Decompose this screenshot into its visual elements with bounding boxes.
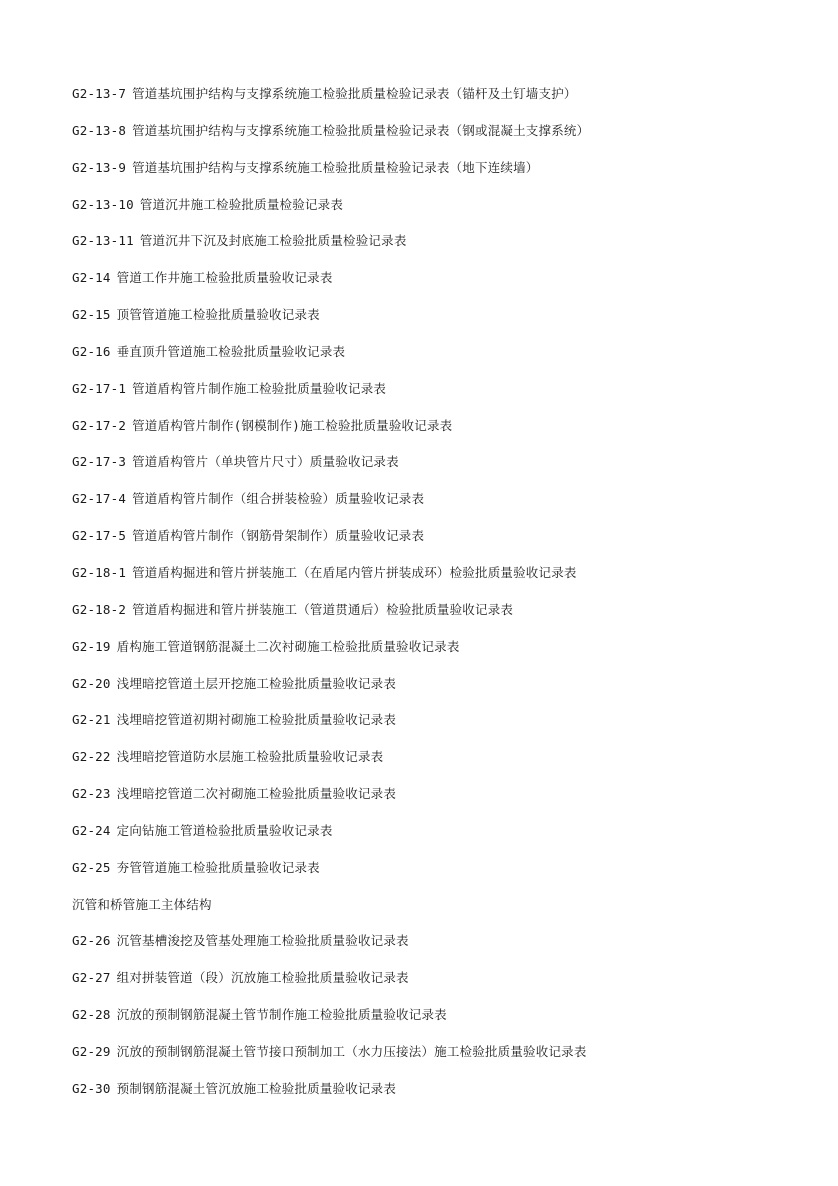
form-code: G2-23: [72, 786, 111, 802]
list-item: [72, 931, 812, 968]
form-title: 管道基坑围护结构与支撑系统施工检验批质量检验记录表（锚杆及土钉墙支护）: [132, 86, 577, 101]
list-item: [72, 84, 812, 121]
record-form-list: [72, 84, 812, 1116]
form-title: 夯管管道施工检验批质量验收记录表: [116, 859, 320, 875]
form-title: 管道盾构掘进和管片拼装施工（在盾尾内管片拼装成环）检验批质量验收记录表: [132, 564, 577, 580]
list-item: [72, 158, 812, 195]
list-item: [72, 379, 812, 416]
form-code: G2-13-10: [72, 196, 134, 212]
form-code: G2-30: [72, 1080, 111, 1096]
form-title: 浅埋暗挖管道初期衬砌施工检验批质量验收记录表: [116, 712, 397, 728]
list-item: [72, 452, 812, 489]
list-item: [72, 416, 812, 453]
form-title: 定向钻施工管道检验批质量验收记录表: [116, 822, 333, 838]
form-code: G2-25: [72, 859, 111, 875]
list-item: [72, 858, 812, 895]
form-title: 浅埋暗挖管道二次衬砌施工检验批质量验收记录表: [116, 786, 397, 802]
list-item: [72, 710, 812, 747]
form-code: G2-17-5: [72, 528, 127, 544]
form-title: 管道沉井施工检验批质量检验记录表: [139, 196, 344, 212]
form-title: 组对拼装管道（段）沉放施工检验批质量验收记录表: [116, 970, 409, 986]
form-code: G2-27: [72, 970, 111, 986]
form-code: G2-24: [72, 822, 111, 838]
form-title: 管道基坑围护结构与支撑系统施工检验批质量检验记录表（钢或混凝土支撑系统）: [132, 122, 590, 138]
list-item: [72, 637, 812, 674]
form-title: 浅埋暗挖管道防水层施工检验批质量验收记录表: [116, 749, 384, 765]
list-item: [72, 342, 812, 379]
form-code: G2-19: [72, 638, 111, 654]
form-code: G2-16: [72, 343, 111, 359]
form-title: 盾构施工管道钢筋混凝土二次衬砌施工检验批质量验收记录表: [116, 638, 460, 654]
form-code: G2-18-2: [72, 601, 127, 617]
list-item: [72, 1042, 812, 1079]
list-item: [72, 231, 812, 268]
form-code: G2-13-11: [72, 233, 134, 249]
form-code: G2-18-1: [72, 564, 127, 580]
form-title: 管道工作井施工检验批质量验收记录表: [116, 270, 333, 286]
form-title: 管道盾构管片制作(钢模制作)施工检验批质量验收记录表: [132, 417, 453, 433]
form-code: G2-17-3: [72, 454, 127, 470]
list-item: [72, 121, 812, 158]
list-item: [72, 674, 812, 711]
form-title: 管道盾构掘进和管片拼装施工（管道贯通后）检验批质量验收记录表: [132, 601, 514, 617]
form-title: 浅埋暗挖管道土层开挖施工检验批质量验收记录表: [116, 675, 397, 691]
form-title: 管道盾构管片制作（钢筋骨架制作）质量验收记录表: [132, 528, 425, 544]
form-code: G2-17-1: [72, 380, 127, 396]
list-item: [72, 563, 812, 600]
form-title: 管道基坑围护结构与支撑系统施工检验批质量检验记录表（地下连续墙）: [132, 159, 539, 175]
form-title: 沉管基槽浚挖及管基处理施工检验批质量验收记录表: [116, 933, 409, 949]
section-heading: 沉管和桥管施工主体结构: [72, 896, 212, 912]
list-item: [72, 268, 812, 305]
form-code: G2-26: [72, 933, 111, 949]
form-title: 沉放的预制钢筋混凝土管节接口预制加工（水力压接法）施工检验批质量验收记录表: [116, 1043, 587, 1059]
form-title: 预制钢筋混凝土管沉放施工检验批质量验收记录表: [116, 1080, 397, 1096]
form-title: 管道盾构管片制作施工检验批质量验收记录表: [132, 380, 387, 396]
form-code: G2-17-2: [72, 417, 127, 433]
list-item: [72, 968, 812, 1005]
form-title: 沉放的预制钢筋混凝土管节制作施工检验批质量验收记录表: [116, 1007, 447, 1023]
form-code: G2-22: [72, 749, 111, 765]
list-item: [72, 1079, 812, 1116]
form-title: 顶管管道施工检验批质量验收记录表: [116, 307, 320, 323]
list-item: [72, 526, 812, 563]
form-title: 垂直顶升管道施工检验批质量验收记录表: [116, 343, 346, 359]
form-title: 管道盾构管片（单块管片尺寸）质量验收记录表: [132, 454, 399, 470]
list-item: [72, 821, 812, 858]
form-code: G2-13-8: [72, 122, 127, 138]
form-code: G2-13-9: [72, 159, 127, 175]
form-code: G2-21: [72, 712, 111, 728]
form-code: G2-13-7: [72, 86, 127, 101]
form-code: G2-14: [72, 270, 111, 286]
form-code: G2-20: [72, 675, 111, 691]
form-code: G2-29: [72, 1043, 111, 1059]
form-title: 管道沉井下沉及封底施工检验批质量检验记录表: [139, 233, 407, 249]
form-code: G2-15: [72, 307, 111, 323]
form-code: G2-28: [72, 1007, 111, 1023]
list-item: [72, 305, 812, 342]
list-item: [72, 489, 812, 526]
list-item: [72, 600, 812, 637]
list-item: [72, 747, 812, 784]
list-item: [72, 784, 812, 821]
list-item: [72, 195, 812, 232]
list-item: [72, 1005, 812, 1042]
form-code: G2-17-4: [72, 491, 127, 507]
form-title: 管道盾构管片制作（组合拼装检验）质量验收记录表: [132, 491, 425, 507]
